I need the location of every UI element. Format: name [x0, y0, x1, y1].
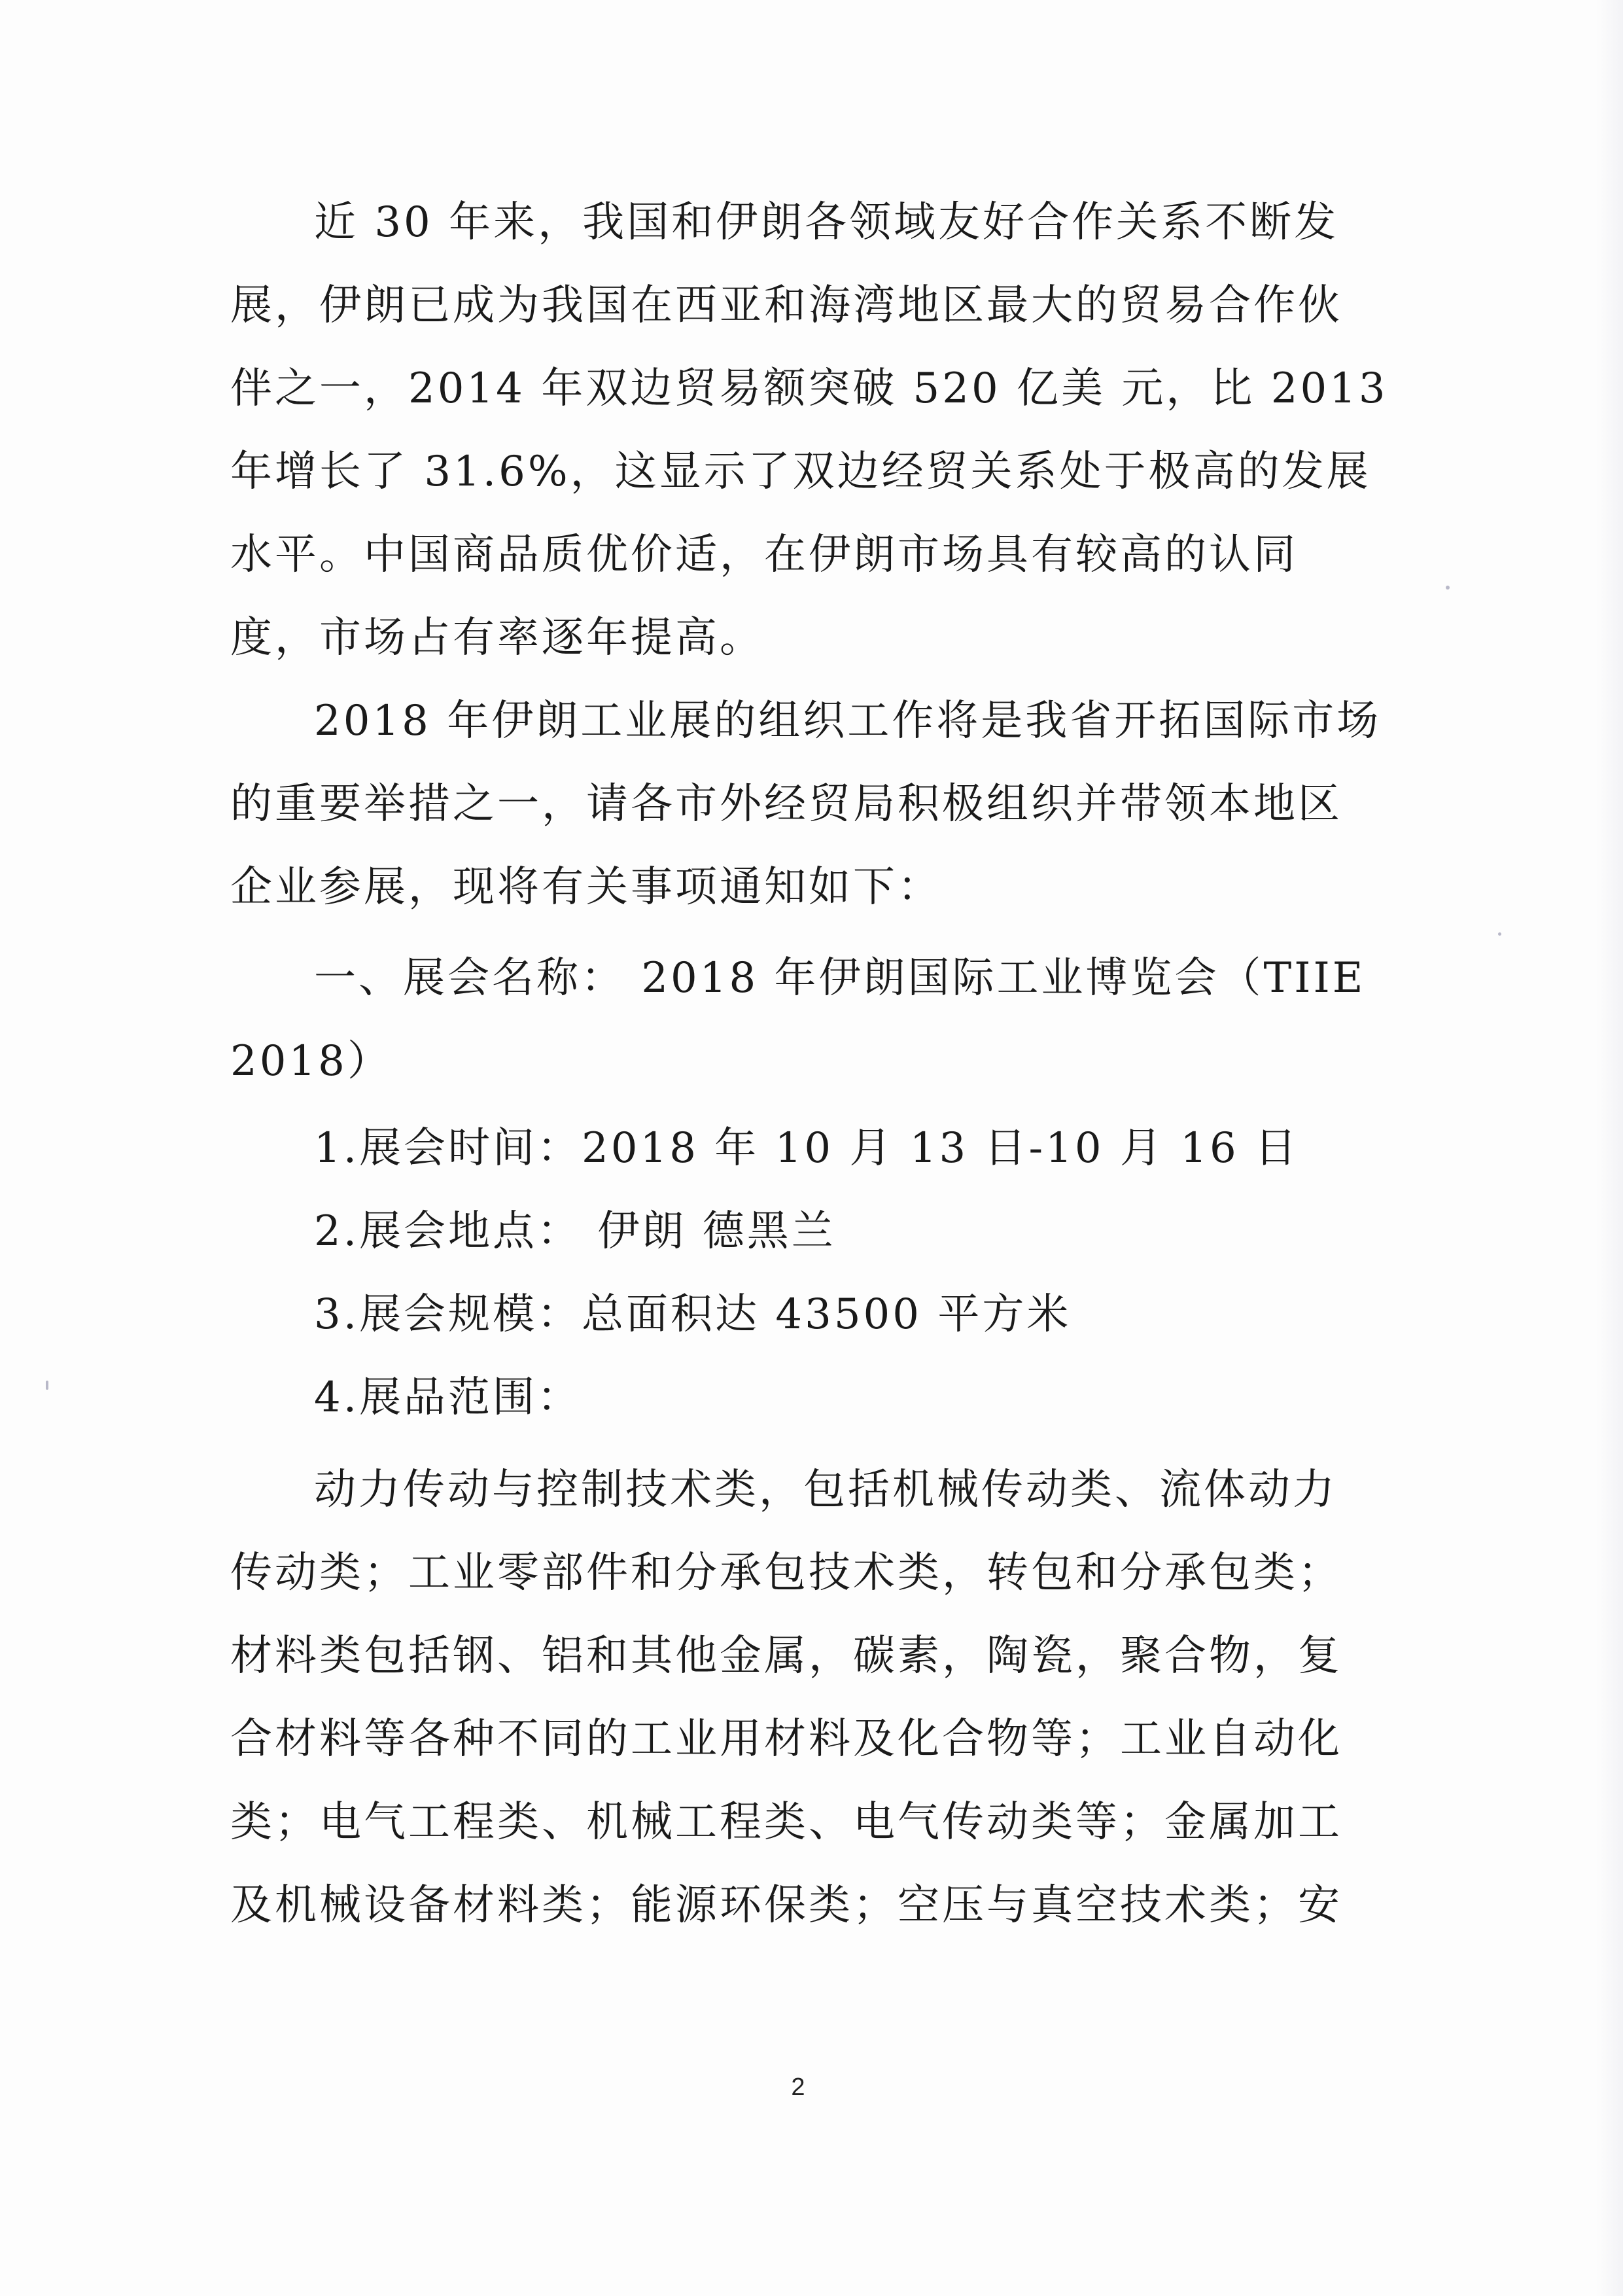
paragraph-line: 2018 年伊朗工业展的组织工作将是我省开拓国际市场 [314, 697, 1382, 745]
list-item-scale: 3.展会规模：总面积达 43500 平方米 [314, 1290, 1072, 1339]
paragraph-line: 传动类；工业零部件和分承包技术类，转包和分承包类； [230, 1549, 1342, 1597]
scan-speck [1446, 586, 1450, 590]
list-item-location: 2.展会地点： 伊朗 德黑兰 [314, 1207, 836, 1256]
scan-edge [1596, 0, 1623, 2296]
scan-speck [1498, 932, 1501, 936]
paragraph-line: 伴之一，2014 年双边贸易额突破 520 亿美 元，比 2013 [230, 364, 1388, 413]
list-item-scope: 4.展品范围： [314, 1373, 582, 1422]
paragraph-line: 材料类包括钢、铝和其他金属，碳素，陶瓷，聚合物，复 [230, 1632, 1342, 1680]
paragraph-line: 度，市场占有率逐年提高。 [230, 614, 764, 662]
paragraph-line: 水平。中国商品质优价适，在伊朗市场具有较高的认同 [230, 531, 1298, 579]
paragraph-line: 近 30 年来，我国和伊朗各领域友好合作关系不断发 [314, 198, 1339, 247]
scan-speck [46, 1381, 48, 1390]
paragraph-line: 类；电气工程类、机械工程类、电气传动类等；金属加工 [230, 1798, 1342, 1846]
paragraph-line: 动力传动与控制技术类，包括机械传动类、流体动力 [314, 1466, 1337, 1514]
paragraph-line: 合材料等各种不同的工业用材料及化合物等；工业自动化 [230, 1715, 1342, 1763]
paragraph-line: 年增长了 31.6%，这显示了双边经贸关系处于极高的发展 [230, 448, 1371, 496]
list-item-time: 1.展会时间：2018 年 10 月 13 日-10 月 16 日 [314, 1124, 1300, 1173]
paragraph-line: 的重要举措之一，请各市外经贸局积极组织并带领本地区 [230, 780, 1342, 828]
paragraph-line: 及机械设备材料类；能源环保类；空压与真空技术类；安 [230, 1881, 1342, 1930]
section-heading-line: 2018） [230, 1037, 392, 1086]
paragraph-line: 展，伊朗已成为我国在西亚和海湾地区最大的贸易合作伙 [230, 281, 1342, 330]
section-heading-line: 一、展会名称： 2018 年伊朗国际工业博览会（TIIE [314, 954, 1366, 1002]
page-number: 2 [791, 2074, 805, 2101]
paragraph-line: 企业参展，现将有关事项通知如下： [230, 863, 942, 911]
